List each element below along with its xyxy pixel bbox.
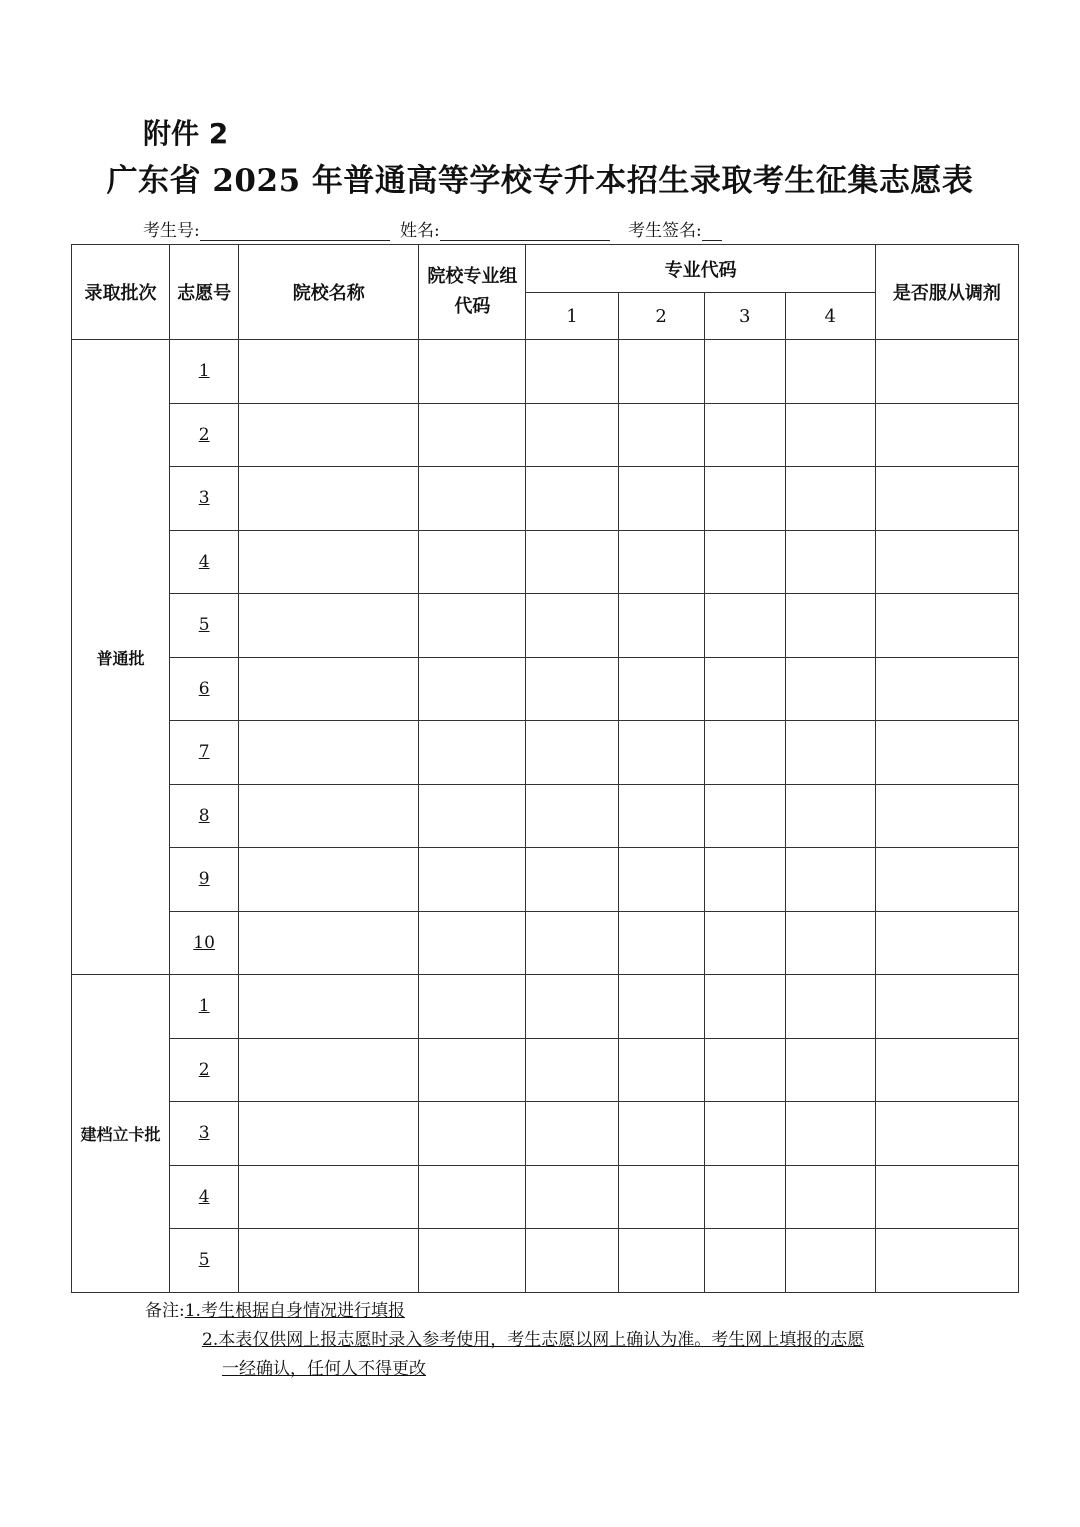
major-code-3-cell[interactable] bbox=[704, 403, 785, 467]
major-code-4-cell[interactable] bbox=[785, 340, 875, 404]
exam-no-line bbox=[200, 222, 390, 241]
adjust-cell[interactable] bbox=[875, 911, 1018, 975]
choice-number: 7 bbox=[170, 721, 239, 785]
header-batch: 录取批次 bbox=[72, 245, 170, 340]
major-code-4-cell[interactable] bbox=[785, 1229, 875, 1293]
major-code-4-cell[interactable] bbox=[785, 1102, 875, 1166]
choice-number: 1 bbox=[170, 975, 239, 1039]
major-code-3-cell[interactable] bbox=[704, 467, 785, 531]
batch-special: 建档立卡批 bbox=[72, 975, 170, 1293]
signature-field bbox=[628, 216, 722, 241]
major-code-col-2: 2 bbox=[618, 293, 704, 340]
choice-number: 4 bbox=[170, 530, 239, 594]
major-code-1-cell[interactable] bbox=[526, 1165, 618, 1229]
choice-number: 2 bbox=[170, 1038, 239, 1102]
table-row bbox=[72, 784, 1019, 848]
major-code-4-cell[interactable] bbox=[785, 975, 875, 1039]
major-code-1-cell[interactable] bbox=[526, 784, 618, 848]
major-code-2-cell[interactable] bbox=[618, 848, 704, 912]
major-code-1-cell[interactable] bbox=[526, 403, 618, 467]
major-code-3-cell[interactable] bbox=[704, 657, 785, 721]
adjust-cell[interactable] bbox=[875, 403, 1018, 467]
table-row bbox=[72, 911, 1019, 975]
school-name-cell[interactable] bbox=[239, 1102, 419, 1166]
header-group-code-line2: 代码 bbox=[454, 296, 491, 317]
major-code-2-cell[interactable] bbox=[618, 340, 704, 404]
major-code-2-cell[interactable] bbox=[618, 530, 704, 594]
signature-label: 考生签名: bbox=[628, 221, 702, 241]
major-code-4-cell[interactable] bbox=[785, 467, 875, 531]
choice-number: 3 bbox=[170, 1102, 239, 1166]
header-school-name: 院校名称 bbox=[239, 245, 419, 340]
group-code-cell[interactable] bbox=[419, 530, 526, 594]
choice-number: 2 bbox=[170, 403, 239, 467]
note-line-2 bbox=[145, 1326, 864, 1355]
major-code-3-cell[interactable] bbox=[704, 721, 785, 785]
school-name-cell[interactable] bbox=[239, 721, 419, 785]
major-code-4-cell[interactable] bbox=[785, 530, 875, 594]
school-name-cell[interactable] bbox=[239, 784, 419, 848]
note-line-3 bbox=[145, 1355, 864, 1384]
group-code-cell[interactable] bbox=[419, 403, 526, 467]
major-code-1-cell[interactable] bbox=[526, 1229, 618, 1293]
major-code-1-cell[interactable] bbox=[526, 1038, 618, 1102]
table-row bbox=[72, 1165, 1019, 1229]
adjust-cell[interactable] bbox=[875, 594, 1018, 658]
group-code-cell[interactable] bbox=[419, 848, 526, 912]
major-code-2-cell[interactable] bbox=[618, 467, 704, 531]
table-row bbox=[72, 721, 1019, 785]
major-code-1-cell[interactable] bbox=[526, 530, 618, 594]
school-name-cell[interactable] bbox=[239, 657, 419, 721]
signature-line bbox=[702, 222, 722, 241]
school-name-cell[interactable] bbox=[239, 975, 419, 1039]
choice-number: 4 bbox=[170, 1165, 239, 1229]
major-code-4-cell[interactable] bbox=[785, 848, 875, 912]
table-row bbox=[72, 1229, 1019, 1293]
major-code-2-cell[interactable] bbox=[618, 1102, 704, 1166]
table-row bbox=[72, 594, 1019, 658]
major-code-2-cell[interactable] bbox=[618, 784, 704, 848]
group-code-cell[interactable] bbox=[419, 594, 526, 658]
header-major-code: 专业代码 bbox=[526, 245, 875, 293]
exam-no-label: 考生号: bbox=[143, 221, 200, 241]
table-row bbox=[72, 657, 1019, 721]
adjust-cell[interactable] bbox=[875, 975, 1018, 1039]
table-row bbox=[72, 975, 1019, 1039]
notes bbox=[145, 1297, 864, 1384]
school-name-cell[interactable] bbox=[239, 594, 419, 658]
table-row bbox=[72, 340, 1019, 404]
major-code-4-cell[interactable] bbox=[785, 403, 875, 467]
name-field bbox=[400, 216, 610, 241]
choice-number: 9 bbox=[170, 848, 239, 912]
adjust-cell[interactable] bbox=[875, 1229, 1018, 1293]
note-2: 2.本表仅供网上报志愿时录入参考使用，考生志愿以网上确认为准。考生网上填报的志愿 bbox=[202, 1330, 865, 1350]
school-name-cell[interactable] bbox=[239, 1038, 419, 1102]
school-name-cell[interactable] bbox=[239, 1165, 419, 1229]
adjust-cell[interactable] bbox=[875, 467, 1018, 531]
school-name-cell[interactable] bbox=[239, 340, 419, 404]
choice-number: 5 bbox=[170, 1229, 239, 1293]
note-line-1 bbox=[145, 1297, 864, 1326]
major-code-2-cell[interactable] bbox=[618, 403, 704, 467]
major-code-1-cell[interactable] bbox=[526, 467, 618, 531]
major-code-1-cell[interactable] bbox=[526, 975, 618, 1039]
major-code-3-cell[interactable] bbox=[704, 1165, 785, 1229]
choice-number: 8 bbox=[170, 784, 239, 848]
major-code-4-cell[interactable] bbox=[785, 911, 875, 975]
group-code-cell[interactable] bbox=[419, 721, 526, 785]
major-code-4-cell[interactable] bbox=[785, 784, 875, 848]
header-group-code-line1: 院校专业组 bbox=[427, 266, 518, 287]
major-code-4-cell[interactable] bbox=[785, 1038, 875, 1102]
adjust-cell[interactable] bbox=[875, 657, 1018, 721]
attachment-label: 附件 2 bbox=[143, 117, 229, 150]
group-code-cell[interactable] bbox=[419, 1165, 526, 1229]
major-code-3-cell[interactable] bbox=[704, 1229, 785, 1293]
group-code-cell[interactable] bbox=[419, 1038, 526, 1102]
major-code-2-cell[interactable] bbox=[618, 1165, 704, 1229]
school-name-cell[interactable] bbox=[239, 1229, 419, 1293]
major-code-4-cell[interactable] bbox=[785, 657, 875, 721]
major-code-2-cell[interactable] bbox=[618, 594, 704, 658]
major-code-3-cell[interactable] bbox=[704, 340, 785, 404]
group-code-cell[interactable] bbox=[419, 1229, 526, 1293]
major-code-4-cell[interactable] bbox=[785, 594, 875, 658]
major-code-col-4: 4 bbox=[785, 293, 875, 340]
note-1: 1.考生根据自身情况进行填报 bbox=[184, 1301, 405, 1321]
header-choice-no: 志愿号 bbox=[170, 245, 239, 340]
major-code-3-cell[interactable] bbox=[704, 1038, 785, 1102]
major-code-3-cell[interactable] bbox=[704, 911, 785, 975]
choice-number: 5 bbox=[170, 594, 239, 658]
table-row bbox=[72, 530, 1019, 594]
choice-number: 3 bbox=[170, 467, 239, 531]
form-title: 广东省 2025 年普通高等学校专升本招生录取考生征集志愿表 bbox=[106, 163, 974, 199]
group-code-cell[interactable] bbox=[419, 911, 526, 975]
major-code-1-cell[interactable] bbox=[526, 721, 618, 785]
major-code-3-cell[interactable] bbox=[704, 594, 785, 658]
adjust-cell[interactable] bbox=[875, 340, 1018, 404]
major-code-4-cell[interactable] bbox=[785, 1165, 875, 1229]
application-table bbox=[71, 244, 1019, 1293]
major-code-2-cell[interactable] bbox=[618, 657, 704, 721]
major-code-1-cell[interactable] bbox=[526, 340, 618, 404]
adjust-cell[interactable] bbox=[875, 848, 1018, 912]
major-code-4-cell[interactable] bbox=[785, 721, 875, 785]
major-code-2-cell[interactable] bbox=[618, 1038, 704, 1102]
major-code-2-cell[interactable] bbox=[618, 975, 704, 1039]
header-group-code bbox=[419, 245, 526, 340]
name-label: 姓名: bbox=[400, 221, 440, 241]
table-row bbox=[72, 467, 1019, 531]
adjust-cell[interactable] bbox=[875, 1102, 1018, 1166]
school-name-cell[interactable] bbox=[239, 530, 419, 594]
adjust-cell[interactable] bbox=[875, 1165, 1018, 1229]
group-code-cell[interactable] bbox=[419, 657, 526, 721]
major-code-2-cell[interactable] bbox=[618, 911, 704, 975]
choice-number: 1 bbox=[170, 340, 239, 404]
adjust-cell[interactable] bbox=[875, 784, 1018, 848]
choice-number: 10 bbox=[170, 911, 239, 975]
table-row bbox=[72, 848, 1019, 912]
choice-number: 6 bbox=[170, 657, 239, 721]
major-code-1-cell[interactable] bbox=[526, 848, 618, 912]
major-code-col-1: 1 bbox=[526, 293, 618, 340]
major-code-1-cell[interactable] bbox=[526, 594, 618, 658]
table-row bbox=[72, 403, 1019, 467]
adjust-cell[interactable] bbox=[875, 530, 1018, 594]
group-code-cell[interactable] bbox=[419, 1102, 526, 1166]
group-code-cell[interactable] bbox=[419, 975, 526, 1039]
school-name-cell[interactable] bbox=[239, 467, 419, 531]
major-code-3-cell[interactable] bbox=[704, 975, 785, 1039]
major-code-3-cell[interactable] bbox=[704, 530, 785, 594]
school-name-cell[interactable] bbox=[239, 911, 419, 975]
major-code-1-cell[interactable] bbox=[526, 1102, 618, 1166]
header-adjust: 是否服从调剂 bbox=[875, 245, 1018, 340]
note-3: 一经确认，任何人不得更改 bbox=[222, 1359, 426, 1379]
major-code-1-cell[interactable] bbox=[526, 911, 618, 975]
major-code-col-3: 3 bbox=[704, 293, 785, 340]
table-row bbox=[72, 1102, 1019, 1166]
group-code-cell[interactable] bbox=[419, 784, 526, 848]
adjust-cell[interactable] bbox=[875, 721, 1018, 785]
note-prefix: 备注: bbox=[145, 1301, 185, 1321]
name-line bbox=[440, 222, 610, 241]
school-name-cell[interactable] bbox=[239, 848, 419, 912]
major-code-2-cell[interactable] bbox=[618, 1229, 704, 1293]
major-code-1-cell[interactable] bbox=[526, 657, 618, 721]
major-code-3-cell[interactable] bbox=[704, 784, 785, 848]
table-row bbox=[72, 1038, 1019, 1102]
exam-no-field bbox=[143, 216, 390, 241]
school-name-cell[interactable] bbox=[239, 403, 419, 467]
adjust-cell[interactable] bbox=[875, 1038, 1018, 1102]
group-code-cell[interactable] bbox=[419, 467, 526, 531]
major-code-3-cell[interactable] bbox=[704, 1102, 785, 1166]
batch-general: 普通批 bbox=[72, 340, 170, 975]
major-code-2-cell[interactable] bbox=[618, 721, 704, 785]
group-code-cell[interactable] bbox=[419, 340, 526, 404]
major-code-3-cell[interactable] bbox=[704, 848, 785, 912]
